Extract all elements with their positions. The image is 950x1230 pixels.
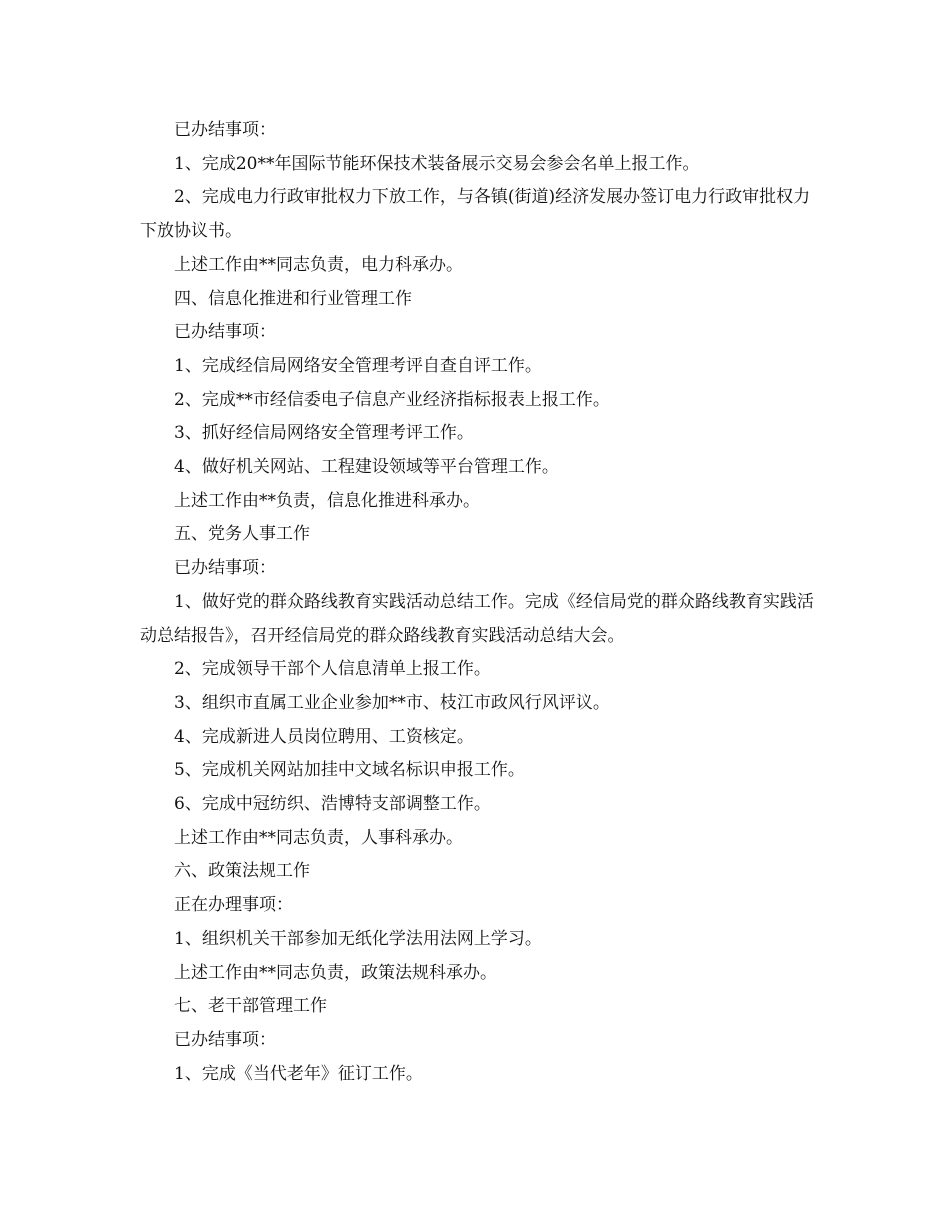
paragraph: 6、完成中冠纺织、浩博特支部调整工作。 <box>174 794 491 815</box>
paragraph: 2、完成电力行政审批权力下放工作，与各镇(街道)经济发展办签订电力行政审批权力下放协议书。 <box>140 187 811 242</box>
document-body <box>140 114 820 1091</box>
paragraph: 2、完成领导干部个人信息清单上报工作。 <box>174 659 491 680</box>
paragraph: 3、组织市直属工业企业参加**市、枝江市政风行风评议。 <box>174 692 610 713</box>
paragraph: 上述工作由**同志负责，人事科承办。 <box>174 827 463 848</box>
paragraph: 2、完成**市经信委电子信息产业经济指标报表上报工作。 <box>174 389 610 410</box>
paragraph: 上述工作由**同志负责，电力科承办。 <box>174 254 463 275</box>
paragraph: 已办结事项： <box>174 1029 276 1050</box>
paragraph: 1、完成20**年国际节能环保技术装备展示交易会参会名单上报工作。 <box>174 153 700 174</box>
paragraph: 已办结事项： <box>174 322 276 343</box>
paragraph: 已办结事项： <box>174 120 276 140</box>
paragraph: 上述工作由**负责，信息化推进科承办。 <box>174 490 480 511</box>
section-heading: 四、信息化推进和行业管理工作 <box>174 288 412 309</box>
section-heading: 六、政策法规工作 <box>174 861 310 882</box>
paragraph: 1、做好党的群众路线教育实践活动总结工作。完成《经信局党的群众路线教育实践活动总结报告》，召开经信局党的群众路线教育实践活动总结大会。 <box>140 591 814 646</box>
paragraph: 4、做好机关网站、工程建设领域等平台管理工作。 <box>174 457 559 478</box>
paragraph: 1、组织机关干部参加无纸化学法用法网上学习。 <box>174 928 542 949</box>
paragraph: 1、完成经信局网络安全管理考评自查自评工作。 <box>174 355 542 376</box>
paragraph: 已办结事项： <box>174 558 276 579</box>
paragraph: 正在办理事项： <box>174 895 293 916</box>
paragraph: 上述工作由**同志负责，政策法规科承办。 <box>174 962 497 983</box>
section-heading: 五、党务人事工作 <box>174 524 310 545</box>
section-heading: 七、老干部管理工作 <box>174 996 327 1017</box>
paragraph: 3、抓好经信局网络安全管理考评工作。 <box>174 423 474 444</box>
paragraph: 1、完成《当代老年》征订工作。 <box>174 1063 423 1084</box>
paragraph: 5、完成机关网站加挂中文域名标识申报工作。 <box>174 760 525 781</box>
paragraph: 4、完成新进人员岗位聘用、工资核定。 <box>174 726 474 747</box>
